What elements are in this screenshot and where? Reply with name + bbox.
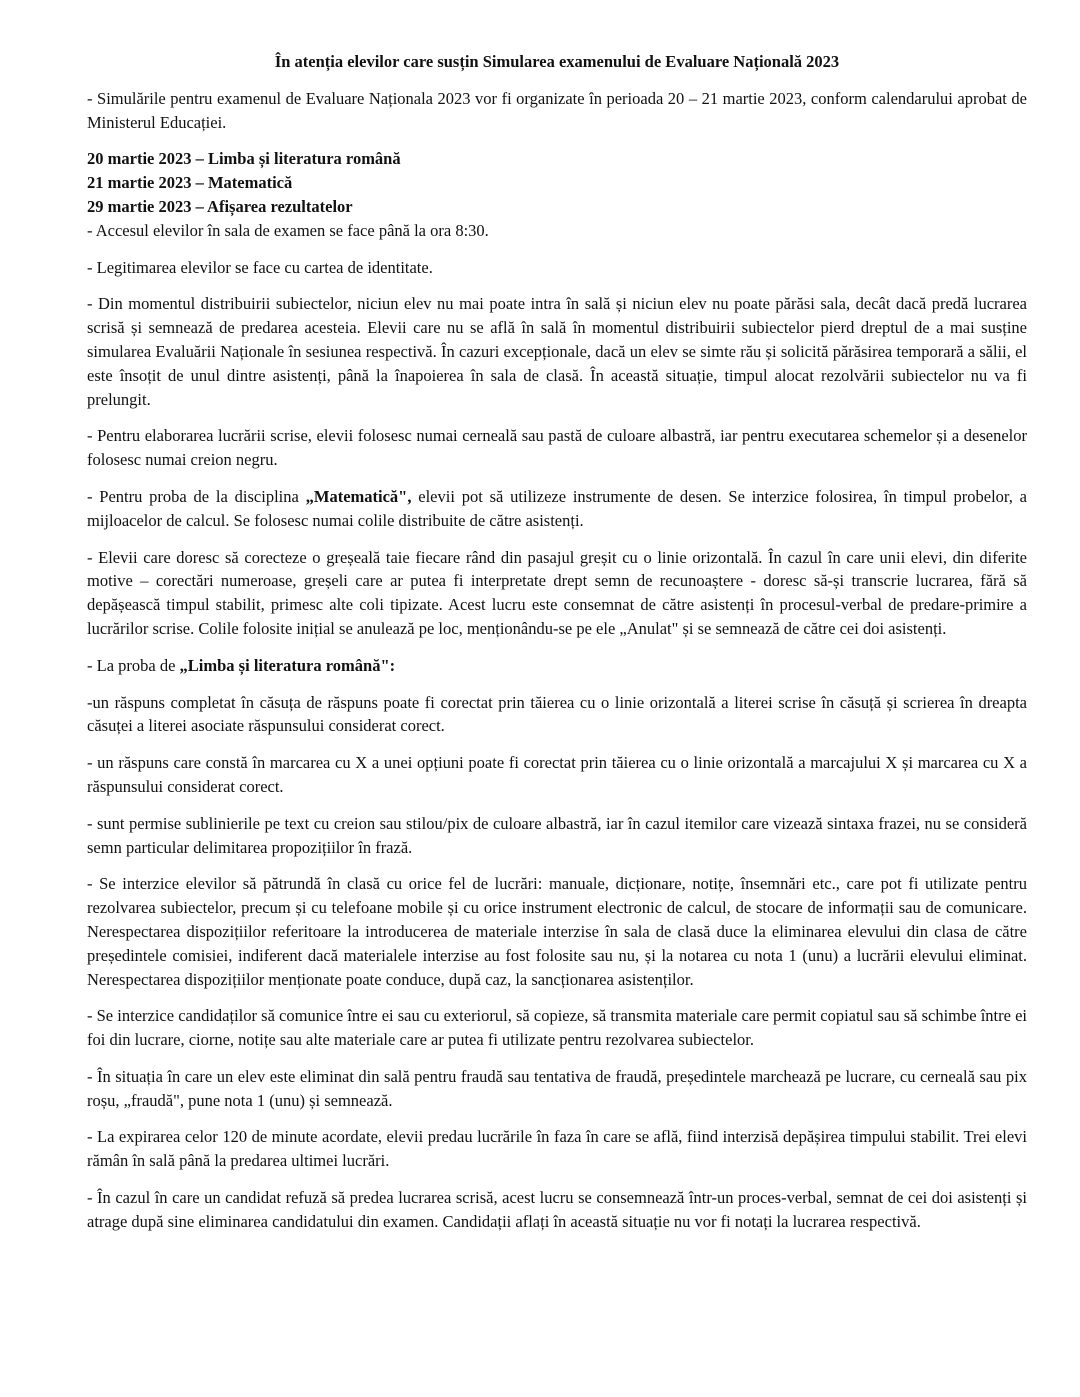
forbidden-materials-paragraph: - Se interzice elevilor să pătrundă în clasă cu orice fel de lucrări: manuale, dicționare, notițe, însemnări etc., care pot fi utilizate pentru rezolvarea subiectelor, precum și cu telefoane mobile și cu orice instrument electronic de calcul, de stocare de informații sau de comunicare. Nerespectarea dispozițiilor referitoare la introducerea de materiale interzise în sala de clasă duce la eliminarea elevului din clasa de către președintele comisiei, indiferent dacă materialele interzise au fost folosite sau nu, și la notarea cu nota 1 (unu) a lucrării elevului eliminat. Nerespectarea dispozițiilor menționate poate conduce, după caz, la sancționarea asistenților. bbox=[87, 874, 1027, 989]
schedule-item-math: 21 martie 2023 – Matematică bbox=[87, 173, 293, 193]
romanian-subject: „Limba și literatura română": bbox=[179, 655, 396, 675]
math-paragraph bbox=[87, 485, 1027, 533]
romanian-heading bbox=[87, 654, 1027, 678]
rule-x-paragraph: - un răspuns care constă în marcarea cu X a unei opțiuni poate fi corectat prin tăierea cu o linie orizontală a marcajului X și marcarea cu X a răspunsului considerat corect. bbox=[87, 753, 1027, 796]
access-paragraph: - Accesul elevilor în sala de examen se face până la ora 8:30. bbox=[87, 220, 489, 240]
refusal-paragraph: - În cazul în care un candidat refuză să predea lucrarea scrisă, acest lucru se consemnează într-un proces-verbal, semnat de cei doi asistenți și atrage după sine eliminarea candidatului din examen. Candidații aflați în această situație nu vor fi notați la lucrarea respectivă. bbox=[87, 1188, 1027, 1231]
math-suffix: elevii pot să utilizeze instrumente de desen. Se interzice folosirea, în timpul probelor, a mijloacelor de calcul. Se folosesc numai colile distribuite de către asistenți. bbox=[87, 486, 1028, 530]
time-limit-paragraph: - La expirarea celor 120 de minute acordate, elevii predau lucrările în faza în care se află, fiind interzisă depășirea timpului stabilit. Trei elevi rămân în sală până la predarea ultimei lucrări. bbox=[87, 1127, 1027, 1171]
math-prefix: - Pentru proba de la disciplina bbox=[87, 486, 306, 506]
document-page bbox=[87, 50, 1027, 1247]
schedule-item-romanian: 20 martie 2023 – Limba și literatura română bbox=[87, 149, 401, 169]
exam-schedule bbox=[87, 147, 1027, 218]
corrections-paragraph: - Elevii care doresc să corecteze o greșeală taie fiecare rând din pasajul greșit cu o linie orizontală. În cazul în care unii elevi, din diferite motive – corectări numeroase, greșeli care ar putea fi interpretate drept semn de recunoaștere - doresc să-și transcrie lucrarea, fără să depășească timpul stabilit, primesc alte coli tipizate. Acest lucru este consemnat de către asistenți în procesul-verbal de predare-primire a lucrărilor scrise. Colile folosite inițial se anulează pe loc, menționându-se pe ele „Anulat" și se semnează de către cei doi asistenți. bbox=[87, 547, 1027, 638]
intro-paragraph: - Simulările pentru examenul de Evaluare Naționala 2023 vor fi organizate în perioada 20 – 21 martie 2023, conform calendarului aprobat de Ministerul Educației. bbox=[87, 88, 1027, 132]
distribution-paragraph: - Din momentul distribuirii subiectelor, niciun elev nu mai poate intra în sală și niciun elev nu poate părăsi sala, decât dacă predă lucrarea scrisă și semnează de predarea acesteia. Elevii care nu se află în sală în momentul distribuirii subiectelor pierd dreptul de a mai susține simularea Evaluării Naționale în sesiunea respectivă. În cazuri excepționale, dacă un elev se simte rău și solicită părăsirea temporară a sălii, el este însoțit de unul dintre asistenți, până la înapoierea în sala de clasă. În această situație, timpul alocat rezolvării subiectelor nu va fi prelungit. bbox=[87, 294, 1027, 409]
rule-underline-paragraph: - sunt permise sublinierile pe text cu creion sau stilou/pix de culoare albastră, iar în cazul itemilor care vizează sintaxa frazei, nu se consideră semn particular delimitarea propozițiilor în frază. bbox=[87, 813, 1027, 857]
math-subject: „Matematică", bbox=[305, 486, 412, 506]
document-title: În atenția elevilor care susțin Simularea examenului de Evaluare Națională 2023 bbox=[274, 52, 840, 71]
id-check-paragraph: - Legitimarea elevilor se face cu cartea de identitate. bbox=[87, 257, 433, 277]
romanian-prefix: - La proba de bbox=[87, 655, 180, 675]
ink-paragraph: - Pentru elaborarea lucrării scrise, elevii folosesc numai cerneală sau pastă de culoare albastră, iar pentru executarea schemelor și a desenelor folosesc numai creion negru. bbox=[87, 426, 1027, 470]
fraud-paragraph: - În situația în care un elev este eliminat din sală pentru fraudă sau tentativa de fraudă, președintele marchează pe lucrare, cu cerneală sau pix roșu, „fraudă", pune nota 1 (unu) și semnează. bbox=[87, 1066, 1027, 1110]
rule-box-paragraph: -un răspuns completat în căsuța de răspuns poate fi corectat prin tăierea cu o linie orizontală a literei scrise în căsuță și scrierea în dreapta căsuței a literei asociate răspunsului considerat corect. bbox=[87, 692, 1027, 736]
schedule-item-results: 29 martie 2023 – Afișarea rezultatelor bbox=[87, 196, 353, 216]
communication-paragraph: - Se interzice candidaților să comunice între ei sau cu exteriorul, să copieze, să transmita materiale care permit copiatul sau să schimbe între ei foi din lucrare, ciorne, notițe sau alte materiale care ar putea fi utilizate pentru rezolvarea subiectelor. bbox=[87, 1006, 1027, 1050]
